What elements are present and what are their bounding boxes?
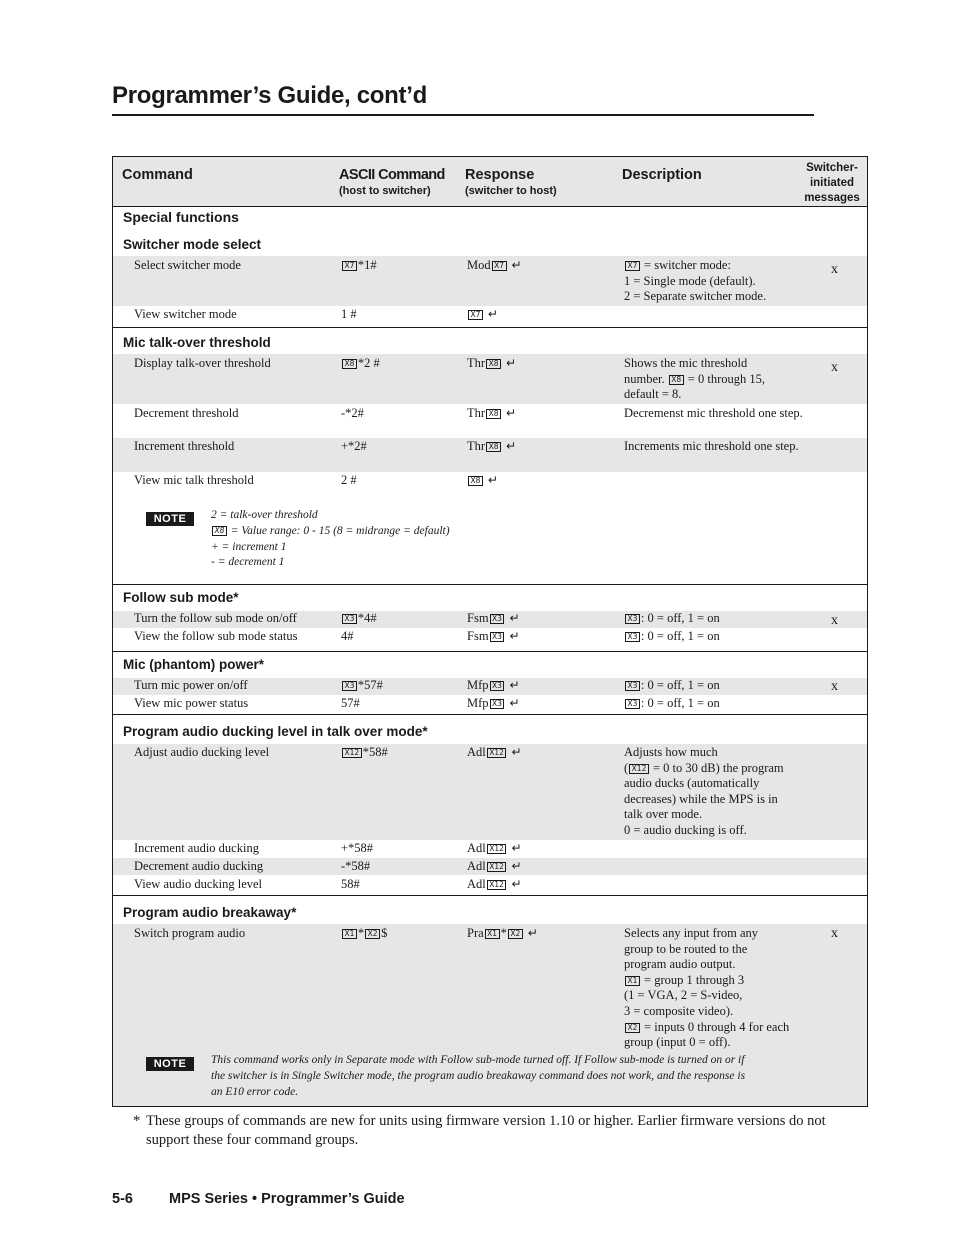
command-table <box>112 156 868 1107</box>
description-text: Shows the mic threshold <box>624 356 748 370</box>
description-text: Selects any input from any <box>624 926 758 940</box>
response-text: * <box>500 926 507 940</box>
response-text: Mfp <box>467 696 489 710</box>
response-text: Thr <box>467 356 486 370</box>
header-ascii: ASCII Command <box>339 167 445 183</box>
variable-x3: X3 <box>490 614 505 624</box>
description-text: ( <box>624 760 629 775</box>
variable-x2: X2 <box>625 1023 640 1033</box>
description-cell: Increments mic threshold one step. <box>624 439 799 453</box>
response-cell <box>467 696 520 712</box>
description-text: : 0 = off, 1 = on <box>640 629 720 643</box>
response-text: Adl <box>467 841 486 855</box>
response-text: Adl <box>467 859 486 873</box>
description-text: Adjusts how much <box>624 745 718 759</box>
ascii-cell: 57# <box>341 696 360 710</box>
switcher-initiated-flag: x <box>831 613 838 628</box>
description-text: = 0 to 30 dB) the program <box>652 760 784 775</box>
ascii-text: *2 # <box>357 356 380 370</box>
variable-x8: X8 <box>342 359 357 369</box>
return-arrow-icon: ↵ <box>509 678 520 692</box>
response-cell <box>467 629 520 645</box>
description-text: 0 = audio ducking is off. <box>624 822 747 837</box>
ascii-text: *4# <box>357 611 377 625</box>
section-divider <box>113 327 867 328</box>
variable-x8: X8 <box>486 359 501 369</box>
response-text: Fsm <box>467 611 489 625</box>
page-number: 5-6 <box>112 1191 133 1207</box>
footnote-text: These groups of commands are new for units using firmware version 1.10 or higher. Earlier firmware versions do not support these four command groups. <box>146 1113 826 1148</box>
return-arrow-icon: ↵ <box>527 926 538 940</box>
variable-x1: X1 <box>342 929 357 939</box>
variable-x3: X3 <box>342 681 357 691</box>
description-cell <box>624 926 814 1051</box>
description-text: = 0 through 15, <box>687 371 765 386</box>
description-text: number. <box>624 371 665 386</box>
group-title: Special functions <box>123 209 239 225</box>
switcher-initiated-flag: x <box>831 262 838 277</box>
header-switcher-line-2: initiated <box>809 177 855 189</box>
ascii-cell: +*2# <box>341 439 367 453</box>
command-cell: View mic power status <box>134 696 249 710</box>
ascii-cell: 1 # <box>341 307 357 321</box>
response-text: Thr <box>467 439 486 453</box>
command-cell: Turn mic power on/off <box>134 678 248 692</box>
response-cell <box>467 745 522 761</box>
response-cell <box>467 859 522 875</box>
section-title: Program audio ducking level in talk over mode* <box>123 724 428 739</box>
variable-x3: X3 <box>342 614 357 624</box>
note-line: the switcher is in Single Switcher mode, the program audio breakaway command does not work, and the response is <box>211 1069 746 1082</box>
variable-x3: X3 <box>490 632 505 642</box>
command-cell: Increment threshold <box>134 439 235 453</box>
return-arrow-icon: ↵ <box>511 745 522 759</box>
variable-x3: X3 <box>490 681 505 691</box>
return-arrow-icon: ↵ <box>511 258 522 272</box>
ascii-cell: +*58# <box>341 841 374 855</box>
ascii-cell: 2 # <box>341 473 357 487</box>
description-cell <box>624 629 814 645</box>
description-text: program audio output. <box>624 957 736 972</box>
description-text: : 0 = off, 1 = on <box>640 696 720 710</box>
note-line: an E10 error code. <box>211 1085 299 1098</box>
description-text: = inputs 0 through 4 for each <box>644 1019 790 1034</box>
command-cell: Select switcher mode <box>134 258 241 272</box>
description-text: 3 = composite video). <box>624 1003 734 1018</box>
section-divider <box>113 651 867 652</box>
return-arrow-icon: ↵ <box>505 406 517 420</box>
response-cell <box>467 406 516 422</box>
note-line: 2 = talk-over threshold <box>211 509 318 521</box>
response-cell <box>467 307 498 323</box>
ascii-text: *1# <box>357 258 377 272</box>
response-cell <box>467 841 522 857</box>
description-cell <box>624 611 814 627</box>
description-text: 1 = Single mode (default). <box>624 273 756 288</box>
variable-x12: X12 <box>487 844 507 854</box>
description-cell <box>624 356 814 403</box>
response-text: Adl <box>467 877 486 891</box>
return-arrow-icon: ↵ <box>511 841 522 855</box>
page-title: Programmer’s Guide, cont’d <box>112 82 427 109</box>
ascii-cell <box>341 926 387 942</box>
switcher-initiated-flag: x <box>831 679 838 694</box>
return-arrow-icon: ↵ <box>505 439 517 453</box>
note-line: = Value range: 0 - 15 (8 = midrange = default) <box>230 524 450 537</box>
response-text: Pra <box>467 926 484 940</box>
variable-x7: X7 <box>342 261 357 271</box>
command-cell: Turn the follow sub mode on/off <box>134 611 297 625</box>
ascii-cell: -*2# <box>341 406 364 420</box>
switcher-initiated-flag: x <box>831 926 838 941</box>
return-arrow-icon: ↵ <box>487 473 498 487</box>
response-cell <box>467 611 520 627</box>
response-text: Thr <box>467 406 486 420</box>
variable-x8: X8 <box>669 375 684 385</box>
response-cell <box>467 678 520 694</box>
ascii-cell <box>341 356 380 372</box>
description-text: (1 = VGA, 2 = S-video, <box>624 988 743 1003</box>
switcher-initiated-flag: x <box>831 360 838 375</box>
ascii-cell <box>341 258 377 274</box>
command-cell: View mic talk threshold <box>134 473 254 487</box>
description-text: audio ducks (automatically <box>624 776 760 791</box>
command-cell: Increment audio ducking <box>134 841 259 855</box>
note-line: + = increment 1 <box>211 540 287 553</box>
header-command: Command <box>122 167 193 183</box>
response-text: Mod <box>467 258 491 272</box>
section-title: Follow sub mode* <box>123 590 239 605</box>
description-text: decreases) while the MPS is in <box>624 791 778 806</box>
description-text: : 0 = off, 1 = on <box>640 678 720 692</box>
command-cell: View the follow sub mode status <box>134 629 298 643</box>
variable-x2: X2 <box>508 929 523 939</box>
variable-x3: X3 <box>490 699 505 709</box>
note-badge: NOTE <box>146 512 194 526</box>
footnote-marker: * <box>133 1113 141 1129</box>
variable-x1: X1 <box>625 976 640 986</box>
description-text: talk over mode. <box>624 807 703 822</box>
ascii-cell: 4# <box>341 629 354 643</box>
variable-x12: X12 <box>487 862 507 872</box>
ascii-cell: -*58# <box>341 859 371 873</box>
command-cell: Decrement audio ducking <box>134 859 264 873</box>
header-switcher-line-1: Switcher- <box>806 162 858 174</box>
variable-x8: X8 <box>468 476 483 486</box>
command-cell: Decrement threshold <box>134 406 239 420</box>
variable-x3: X3 <box>625 681 640 691</box>
ascii-cell: 58# <box>341 877 360 891</box>
header-switcher-line-3: messages <box>804 192 860 204</box>
note-badge: NOTE <box>146 1057 194 1071</box>
variable-x8: X8 <box>212 526 227 536</box>
response-text: Fsm <box>467 629 489 643</box>
description-text: group to be routed to the <box>624 941 748 956</box>
command-cell: Switch program audio <box>134 926 246 940</box>
description-text: 2 = Separate switcher mode. <box>624 289 767 304</box>
description-cell <box>624 258 814 305</box>
response-cell <box>467 356 516 372</box>
ascii-cell <box>341 678 383 694</box>
description-text: : 0 = off, 1 = on <box>640 611 720 625</box>
variable-x12: X12 <box>487 880 507 890</box>
section-divider <box>113 584 867 585</box>
response-text: Adl <box>467 745 486 759</box>
response-cell <box>467 877 522 893</box>
note-line: - = decrement 1 <box>211 556 285 569</box>
ascii-text: * <box>357 926 365 940</box>
response-cell <box>467 473 498 489</box>
return-arrow-icon: ↵ <box>487 307 498 321</box>
return-arrow-icon: ↵ <box>509 611 520 625</box>
command-cell: View switcher mode <box>134 307 237 321</box>
return-arrow-icon: ↵ <box>509 629 520 643</box>
section-title: Mic talk-over threshold <box>123 335 271 350</box>
variable-x12: X12 <box>487 748 507 758</box>
command-cell: View audio ducking level <box>134 877 263 891</box>
ascii-cell <box>341 611 377 627</box>
command-cell: Adjust audio ducking level <box>134 745 270 759</box>
header-response-sub: (switcher to host) <box>465 185 557 197</box>
variable-x12: X12 <box>342 748 362 758</box>
header-description: Description <box>622 167 702 183</box>
header-response: Response <box>465 167 535 183</box>
section-title: Switcher mode select <box>123 237 262 252</box>
description-cell: Decremenst mic threshold one step. <box>624 406 803 420</box>
note-text <box>211 508 450 571</box>
description-text: default = 8. <box>624 387 682 402</box>
description-cell <box>624 696 814 712</box>
variable-x8: X8 <box>486 442 501 452</box>
variable-x3: X3 <box>625 614 640 624</box>
variable-x1: X1 <box>485 929 500 939</box>
header-ascii-sub: (host to switcher) <box>339 185 431 197</box>
table-header <box>113 157 867 207</box>
variable-x7: X7 <box>625 261 640 271</box>
variable-x7: X7 <box>492 261 507 271</box>
description-text: = group 1 through 3 <box>644 972 745 987</box>
return-arrow-icon: ↵ <box>511 877 522 891</box>
title-rule <box>112 114 814 116</box>
response-cell <box>467 439 516 455</box>
variable-x3: X3 <box>625 699 640 709</box>
section-divider <box>113 714 867 715</box>
ascii-text: *57# <box>357 678 383 692</box>
header-switcher-initiated <box>801 161 863 206</box>
response-text: Mfp <box>467 678 489 692</box>
description-cell <box>624 678 814 694</box>
description-cell <box>624 745 814 839</box>
response-cell <box>467 258 522 274</box>
variable-x12: X12 <box>629 764 649 774</box>
response-cell <box>467 926 538 942</box>
note-line: This command works only in Separate mode with Follow sub-mode turned off. If Follow sub-mode is turned on or if <box>211 1054 745 1066</box>
variable-x8: X8 <box>486 409 501 419</box>
note-text <box>211 1053 811 1100</box>
return-arrow-icon: ↵ <box>509 696 520 710</box>
description-text: group (input 0 = off). <box>624 1035 731 1050</box>
return-arrow-icon: ↵ <box>505 356 517 370</box>
variable-x3: X3 <box>625 632 640 642</box>
section-divider <box>113 895 867 896</box>
command-cell: Display talk-over threshold <box>134 356 271 370</box>
section-title: Mic (phantom) power* <box>123 657 264 672</box>
footer-title: MPS Series • Programmer’s Guide <box>169 1191 405 1207</box>
section-title: Program audio breakaway* <box>123 905 297 920</box>
description-text: = switcher mode: <box>644 258 731 272</box>
ascii-text: $ <box>381 926 388 940</box>
variable-x7: X7 <box>468 310 483 320</box>
ascii-cell <box>341 745 388 761</box>
return-arrow-icon: ↵ <box>511 859 522 873</box>
ascii-text: *58# <box>362 745 388 759</box>
variable-x2: X2 <box>365 929 380 939</box>
